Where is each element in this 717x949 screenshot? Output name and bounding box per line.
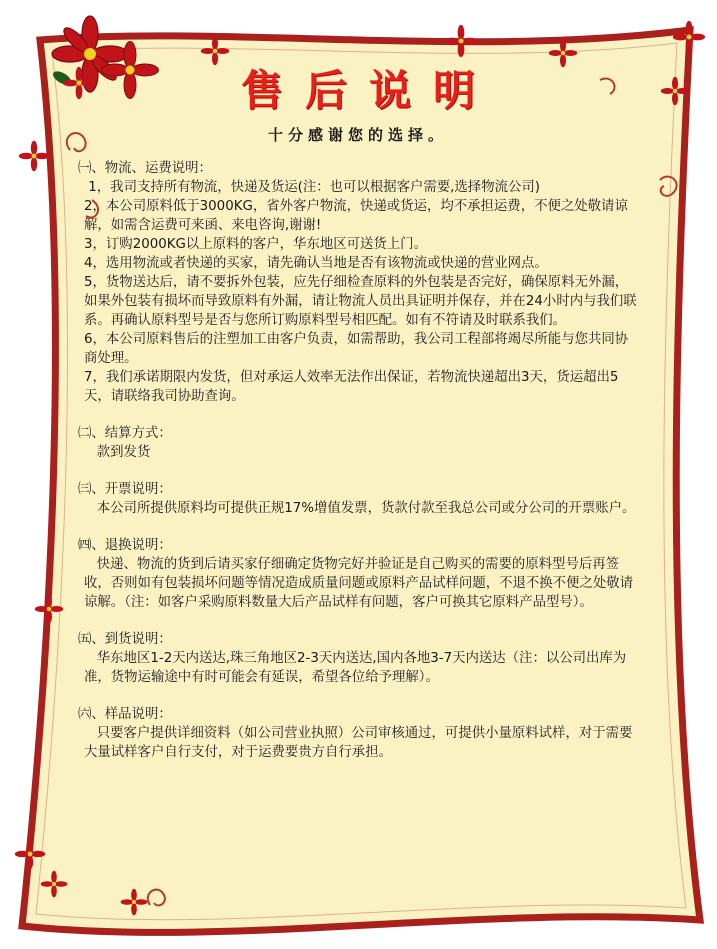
poinsettia-flower-icon — [18, 140, 50, 172]
section-samples — [78, 705, 638, 762]
section-delivery — [78, 630, 638, 687]
section-paragraph: 7，我们承诺期限内发货，但对承运人效率无法作出保证，若物流快递超出3天，货运超出5天，请联络我司协助查询。 — [84, 370, 619, 404]
poinsettia-flower-icon — [660, 76, 690, 106]
section-paragraph: 华东地区1-2天内送达,珠三角地区2-3天内送达,国内各地3-7天内送达（注：以公司出库为准，货物运输途中有时可能会有延误，希望各位给予理解）。 — [84, 651, 627, 685]
poinsettia-flower-icon — [14, 838, 46, 870]
poinsettia-flower-icon — [120, 888, 148, 916]
section-logistics — [78, 159, 638, 406]
section-returns — [78, 536, 638, 612]
poinsettia-flower-icon — [672, 20, 706, 54]
section-paragraph: 3，订购2000KG以上原料的客户，华东地区可送货上门。 — [84, 237, 427, 252]
section-title: ㈢、开票说明： — [78, 482, 172, 497]
section-paragraph: 2，本公司原料低于3000KG，省外客户物流，快递或货运，均不承担运费，不便之处敬请谅解，如需含运费可来函、来电咨询,谢谢! — [84, 199, 628, 233]
poinsettia-flower-icon — [40, 870, 68, 898]
section-paragraph: 本公司所提供原料均可提供正规17%增值发票，货款付款至我总公司或分公司的开票账户。 — [84, 501, 636, 516]
section-title: ㈥、样品说明： — [78, 707, 172, 722]
section-paragraph: 款到发货 — [84, 445, 151, 460]
section-title: ㈠、物流、运费说明： — [78, 161, 212, 176]
section-title: ㈤、到货说明： — [78, 632, 172, 647]
section-title: ㈡、结算方式： — [78, 426, 172, 441]
section-title: ㈣、退换说明： — [78, 538, 172, 553]
page-title: 售后说明 — [240, 66, 497, 115]
section-paragraph: 5，货物送达后，请不要拆外包装，应先仔细检查原料的外包装是否完好，确保原料无外漏，如果外包装有损坏而导致原料有外漏，请让物流人员出具证明并保存，并在24小时内与我们联系。再确认原料型号是否与您所订购原料型号相匹配。如有不符请及时联系我们。 — [84, 275, 637, 328]
section-paragraph: 4，选用物流或者快递的买家，请先确认当地是否有该物流或快递的营业网点。 — [84, 256, 548, 271]
section-paragraph: 快递、物流的货到后请买家仔细确定货物完好并验证是自己购买的需要的原料型号后再签收，否则如有包装损坏问题等情况造成质量问题或原料产品试样问题，不退不换不便之处敬请谅解。（注：如客户采购原料数量大后产品试样有问题，客户可换其它原料产品型号）。 — [84, 557, 634, 610]
poinsettia-flower-icon — [34, 594, 64, 624]
section-paragraph: 只要客户提供详细资料（如公司营业执照）公司审核通过，可提供小量原料试样，对于需要大量试样客户自行支付，对于运费要贵方自行承担。 — [84, 726, 633, 760]
section-invoice — [78, 480, 638, 518]
section-paragraph: 1，我司支持所有物流，快递及货运(注：也可以根据客户需要,选择物流公司) — [84, 180, 540, 195]
page-subtitle: 十分感谢您的选择。 — [267, 126, 448, 144]
poinsettia-flower-icon — [444, 24, 478, 58]
section-payment — [78, 424, 638, 462]
after-sales-notice — [78, 58, 638, 780]
section-paragraph: 6，本公司原料售后的注塑加工由客户负责，如需帮助，我公司工程部将竭尽所能与您共同协商处理。 — [84, 332, 629, 366]
